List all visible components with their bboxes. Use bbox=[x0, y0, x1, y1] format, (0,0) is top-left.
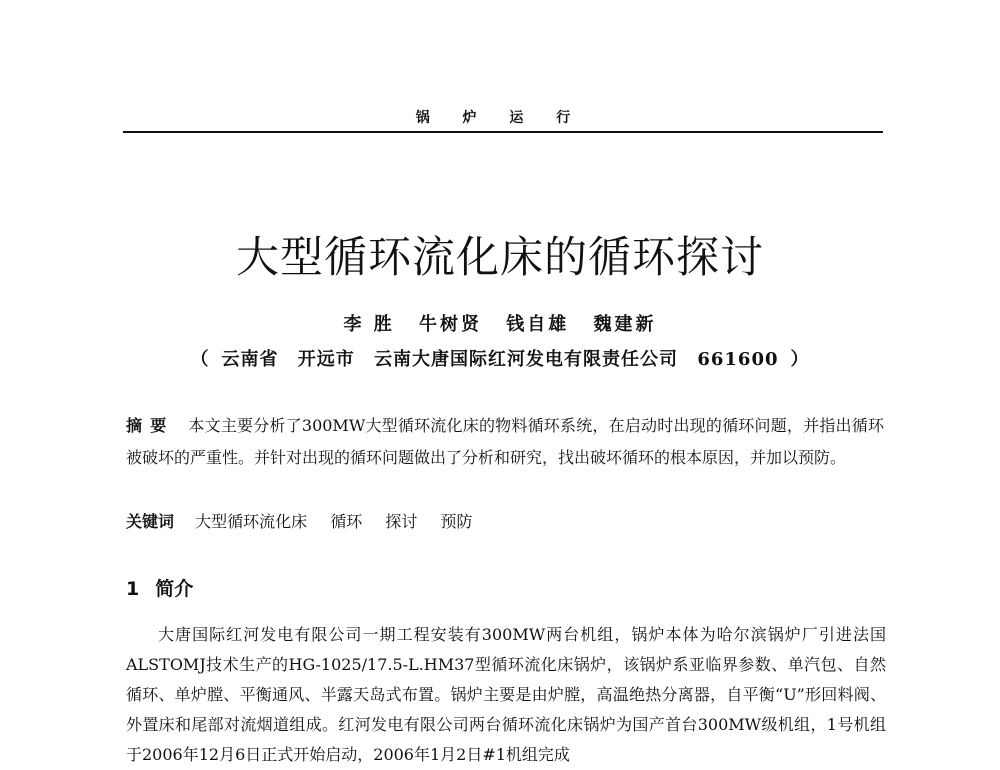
abstract bbox=[126, 410, 884, 474]
affiliation bbox=[0, 345, 1000, 371]
abstract-label: 摘要 bbox=[126, 416, 175, 435]
keyword: 循环 bbox=[330, 512, 363, 531]
affiliation-city: 开远市 bbox=[297, 349, 355, 370]
keyword: 探讨 bbox=[385, 512, 418, 531]
affiliation-open-paren: （ bbox=[190, 349, 210, 370]
affiliation-postcode: 661600 bbox=[697, 349, 779, 370]
paper-title: 大型循环流化床的循环探讨 bbox=[236, 233, 764, 283]
section-number: 1 bbox=[126, 578, 140, 600]
keyword: 预防 bbox=[440, 512, 473, 531]
keywords-label: 关键词 bbox=[126, 512, 175, 531]
running-header: 锅 炉 运 行 bbox=[415, 110, 585, 126]
section-body-paragraph: 大唐国际红河发电有限公司一期工程安装有300MW两台机组，锅炉本体为哈尔滨锅炉厂引进法国ALSTOMJ技术生产的HG-1025/17.5-L.HM37型循环流化床锅炉，该锅炉系亚临界参数、单汽包、自然循环、单炉膛、平衡通风、半露天岛式布置。锅炉主要是由炉膛，高温绝热分离器，自平衡“U”形回料阀、外置床和尾部对流烟道组成。红河发电有限公司两台循环流化床锅炉为国产首台300MW级机组，1号机组于2006年12月6日正式开始启动，2006年1月2日#1机组完成 bbox=[126, 625, 886, 764]
affiliation-org: 云南大唐国际红河发电有限责任公司 bbox=[374, 349, 679, 370]
affiliation-close-paren: ） bbox=[790, 349, 810, 370]
author-name: 魏建新 bbox=[593, 314, 657, 335]
keyword: 大型循环流化床 bbox=[195, 512, 308, 531]
author-name: 李 胜 bbox=[343, 314, 395, 335]
header-rule bbox=[123, 131, 883, 133]
abstract-text: 本文主要分析了300MW大型循环流化床的物料循环系统，在启动时出现的循环问题，并指出循环被破坏的严重性。并针对出现的循环问题做出了分析和研究，找出破坏循环的根本原因，并加以预防。 bbox=[126, 416, 884, 467]
affiliation-province: 云南省 bbox=[221, 349, 279, 370]
author-name: 牛树贤 bbox=[419, 314, 482, 335]
author-name: 钱自雄 bbox=[506, 314, 570, 335]
author-list bbox=[0, 310, 1000, 336]
section-title: 简介 bbox=[155, 578, 194, 600]
keywords bbox=[126, 509, 884, 532]
section-heading bbox=[126, 574, 193, 601]
